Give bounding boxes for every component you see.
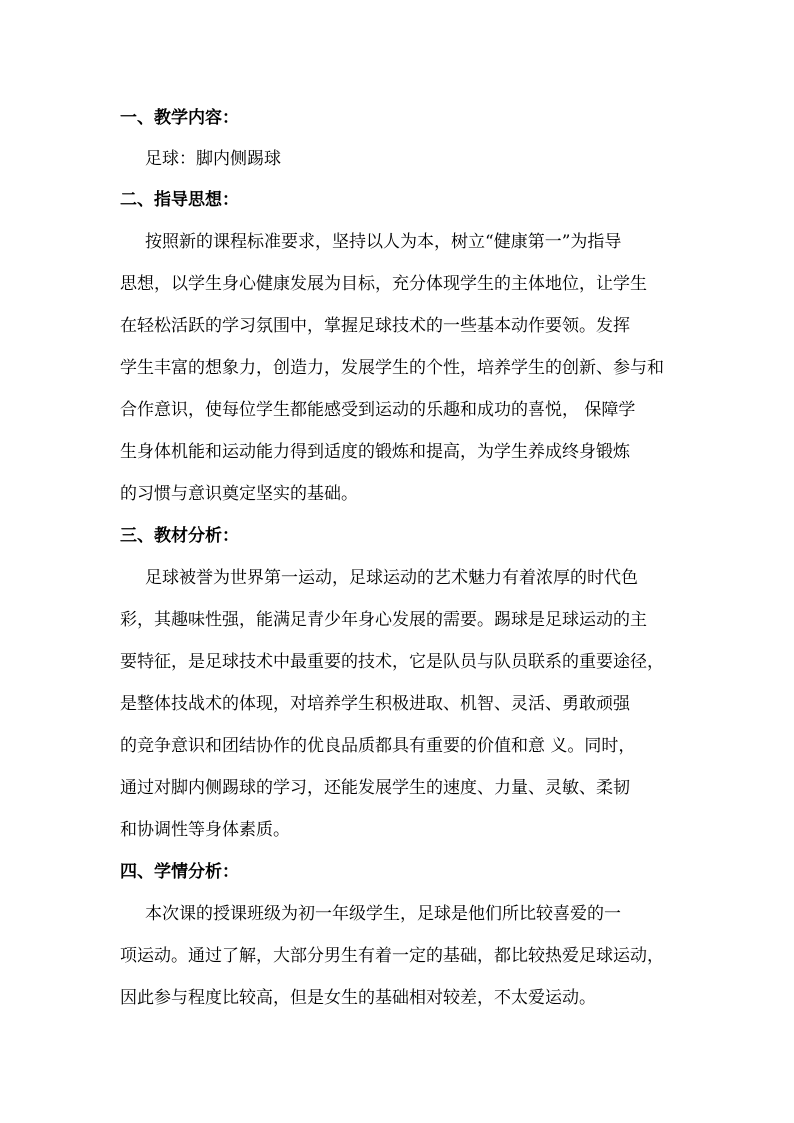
section-line: 项运动。通过了解，大部分男生有着一定的基础，都比较热爱足球运动，: [120, 946, 664, 966]
section-heading-material-analysis: 三、教材分析：: [120, 526, 239, 546]
section-line: 足球：脚内侧踢球: [145, 149, 281, 169]
section-line: 学生丰富的想象力，创造力，发展学生的个性，培养学生的创新、参与和: [120, 358, 664, 378]
section-line: 的竞争意识和团结协作的优良品质都具有重要的价值和意 义。同时，: [120, 736, 636, 756]
section-line: 生身体机能和运动能力得到适度的锻炼和提高，为学生养成终身锻炼: [120, 442, 630, 462]
section-line: 要特征，是足球技术中最重要的技术，它是队员与队员联系的重要途径，: [120, 652, 664, 672]
section-heading-guiding-ideology: 二、指导思想：: [120, 190, 239, 210]
section-line: 和协调性等身体素质。: [120, 820, 290, 840]
section-line: 在轻松活跃的学习氛围中，掌握足球技术的一些基本动作要领。发挥: [120, 316, 630, 336]
section-heading-teaching-content: 一、教学内容：: [120, 108, 239, 128]
section-line: 合作意识，使每位学生都能感受到运动的乐趣和成功的喜悦， 保障学: [120, 400, 636, 420]
section-line: 是整体技战术的体现，对培养学生积极进取、机智、灵活、勇敢顽强: [120, 694, 630, 714]
section-heading-learner-analysis: 四、学情分析：: [120, 862, 239, 882]
section-line: 本次课的授课班级为初一年级学生，足球是他们所比较喜爱的一: [145, 904, 621, 924]
section-line: 足球被誉为世界第一运动，足球运动的艺术魅力有着浓厚的时代色: [145, 568, 638, 588]
section-line: 通过对脚内侧踢球的学习，还能发展学生的速度、力量、灵敏、柔韧: [120, 778, 630, 798]
section-line: 的习惯与意识奠定坚实的基础。: [120, 484, 358, 504]
section-line: 因此参与程度比较高，但是女生的基础相对较差，不太爱运动。: [120, 988, 596, 1008]
section-line: 思想，以学生身心健康发展为目标，充分体现学生的主体地位，让学生: [120, 274, 647, 294]
section-line: 彩，其趣味性强，能满足青少年身心发展的需要。踢球是足球运动的主: [120, 610, 647, 630]
section-line: 按照新的课程标准要求，坚持以人为本，树立“健康第一”为指导: [145, 232, 622, 252]
